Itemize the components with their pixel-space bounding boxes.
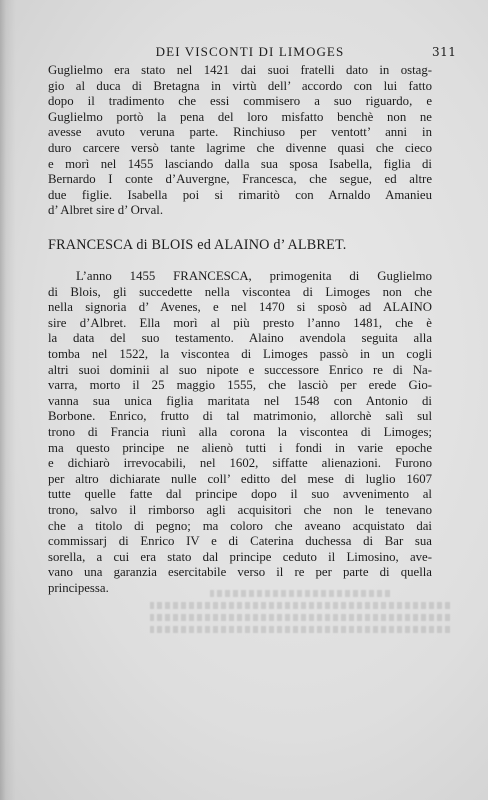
text-line: varra, morto il 25 maggio 1555, che lasciò per erede Gio- xyxy=(48,378,432,393)
text-line: nella signoria d’ Avenes, e nel 1470 si sposò ad ALAINO xyxy=(48,300,432,315)
text-line: d’ Albret sire d’ Orval. xyxy=(48,203,164,218)
text-line: due figlie. Isabella poi si rimaritò con Arnaldo Amanieu xyxy=(48,187,432,202)
text-line: gio al duca di Bretagna in virtù dell’ accordo con lui fatto xyxy=(48,78,432,93)
text-line: che a titolo di pegno; ma coloro che aveano acquistato dai xyxy=(48,518,432,533)
paragraph-francesca xyxy=(48,269,432,596)
text-line: Guglielmo era stato nel 1421 dai suoi fratelli dato in ostag- xyxy=(48,63,432,77)
text-line: sire d’Albret. Ella morì al più presto l’anno 1481, che è xyxy=(48,315,432,330)
text-line: vano una garanzia esercitabile verso il re per parte di quella xyxy=(48,565,432,580)
text-line: e morì nel 1455 lasciando dalla sua sposa Isabella, figlia di xyxy=(48,156,432,171)
text-line: ma questo principe ne alienò tutti i fondi in varie epoche xyxy=(48,440,432,455)
text-line: Guglielmo portò la pena del loro misfatto benchè non ne xyxy=(48,109,432,124)
page-number: 311 xyxy=(432,45,457,59)
text-line: tomba nel 1522, la viscontea di Limoges passò in un cogli xyxy=(48,346,432,361)
text-line: principessa. xyxy=(48,580,109,595)
text-line: per altro dichiarate nulle coll’ editto del mese di luglio 1607 xyxy=(48,471,432,486)
text-line: sorella, a cui era stato dal principe ceduto il Limosino, ave- xyxy=(48,549,432,564)
text-line: vanna sua unica figlia maritata nel 1548 con Antonio di xyxy=(48,393,432,408)
text-line: altri suoi dominii al suo nipote e successore Enrico re di Na- xyxy=(48,362,432,377)
text-line: L’anno 1455 FRANCESCA, primogenita di Guglielmo xyxy=(76,269,432,283)
text-line: e dichiarò irrevocabili, nel 1602, siffatte alienazioni. Furono xyxy=(48,456,432,471)
running-head-title: DEI VISCONTI DI LIMOGES xyxy=(155,44,345,59)
text-line: duro carcere versò tante lagrime che divenne quasi che cieco xyxy=(48,140,432,155)
text-line: avesse avuto veruna parte. Rinchiuso per ventott’ anni in xyxy=(48,125,432,140)
text-line: la data del suo testamento. Alaino avendola seguita alla xyxy=(48,331,432,346)
text-line: tutte quelle fatte dal principe dopo il suo avvenimento al xyxy=(48,487,432,502)
section-heading: FRANCESCA di BLOIS ed ALAINO d’ ALBRET. xyxy=(48,237,347,253)
text-line: Bernardo I conte d’Auvergne, Francesca, che segue, ed altre xyxy=(48,172,432,187)
text-line: trono di Francia riunì alla corona la viscontea di Limoges; xyxy=(48,424,432,439)
text-line: dopo il tradimento che essi commisero a suo riguardo, e xyxy=(48,94,432,109)
text-line: trono, salvo il rimborso agli acquisitori che non le tenevano xyxy=(48,502,432,517)
show-through-bleed xyxy=(150,585,450,655)
text-line: Borbone. Enrico, frutto di tal matrimonio, allorchè salì sul xyxy=(48,409,432,424)
text-line: di Blois, gli succedette nella viscontea di Limoges non che xyxy=(48,284,432,299)
text-line: commissarj di Enrico IV e di Caterina duchessa di Bar sua xyxy=(48,534,432,549)
paragraph-guglielmo xyxy=(48,63,432,219)
